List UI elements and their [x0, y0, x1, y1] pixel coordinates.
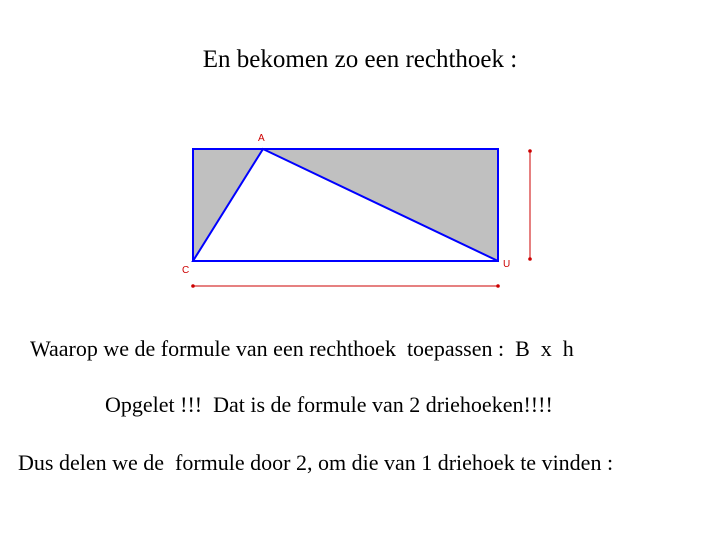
warning-text: Opgelet !!! Dat is de formule van 2 driehoeken!!!!	[105, 392, 553, 417]
base-dimension-end-left	[191, 284, 195, 288]
vertex-label-u: U	[503, 259, 511, 270]
vertex-label-a: A	[258, 133, 265, 144]
formula-rectangle-text: Waarop we de formule van een rechthoek toepassen : B x h	[30, 336, 574, 361]
height-dimension-end-top	[528, 149, 532, 153]
base-dimension-end-right	[496, 284, 500, 288]
divide-by-two-text: Dus delen we de formule door 2, om die van 1 driehoek te vinden :	[18, 450, 614, 475]
vertex-label-c: C	[182, 265, 190, 276]
slide-title: En bekomen zo een rechthoek :	[202, 46, 518, 73]
height-dimension-end-bottom	[528, 257, 532, 261]
